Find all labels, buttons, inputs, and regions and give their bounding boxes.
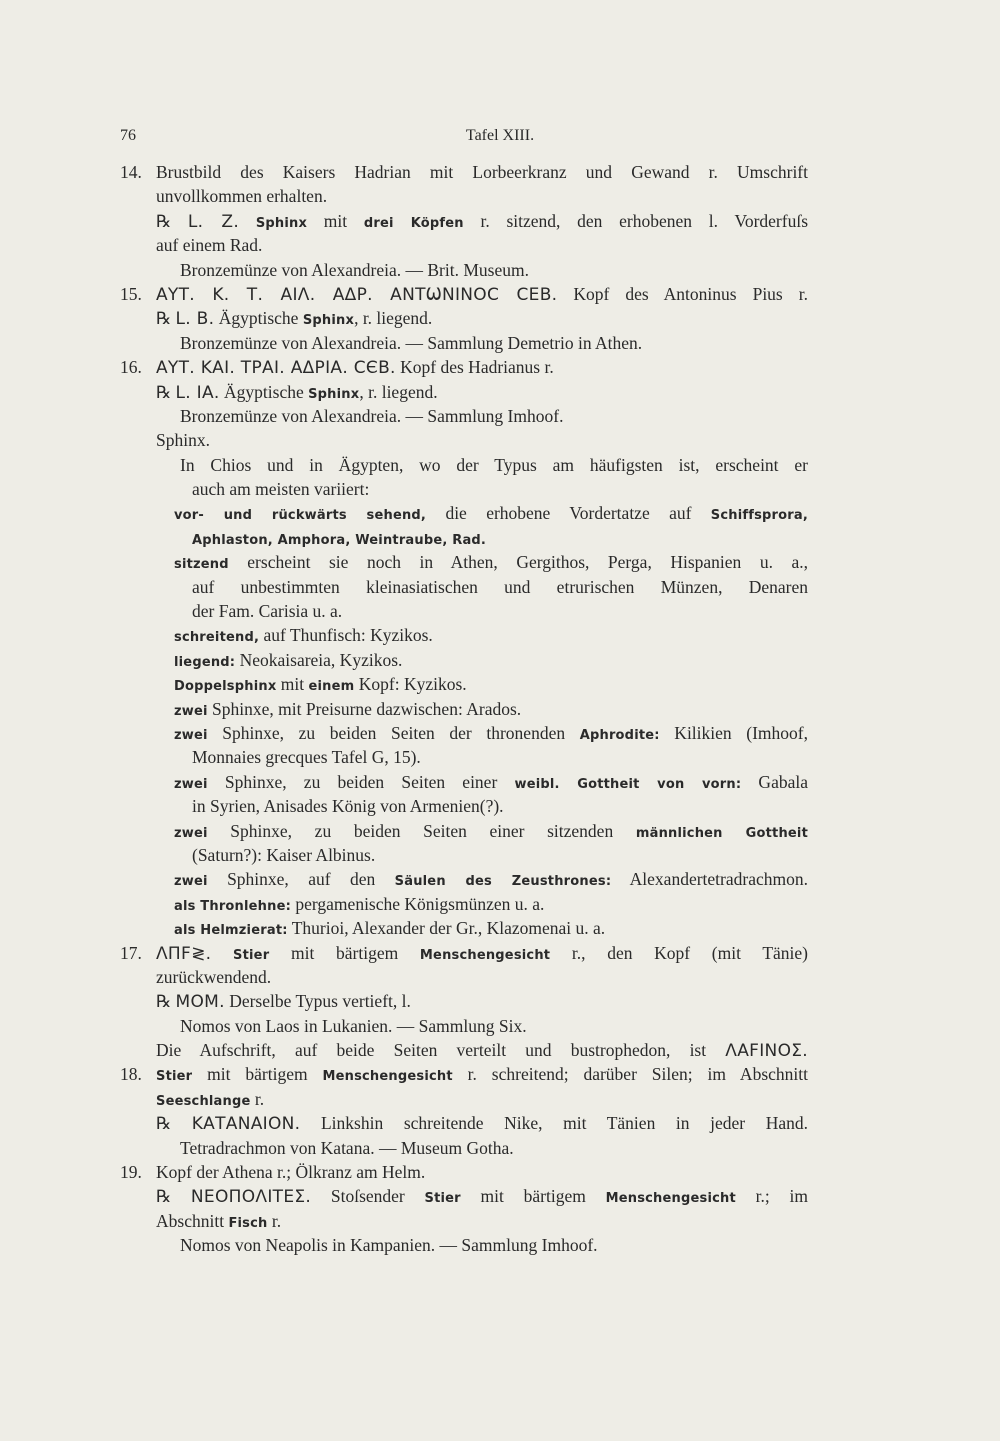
text-line [0, 721, 1000, 745]
line-text [156, 428, 210, 452]
spaced-term: Sphinx [255, 215, 308, 231]
spaced-term: einem [308, 679, 355, 695]
text-line [0, 550, 1000, 574]
spaced-term: zwei [174, 727, 208, 743]
text-run: In Chios und in Ägypten, wo der Typus am häufigsten ist, erscheint er [180, 454, 808, 475]
text-run: in Syrien, Anisades König von Armenien(?). [192, 796, 504, 817]
text-run: mit bärtigem [192, 1064, 323, 1085]
greek-inscription: ΜΟΜ. [175, 992, 225, 1013]
reverse-sign: ℞ [156, 1114, 192, 1134]
entry-number: 19. [120, 1162, 142, 1183]
greek-inscription: ΑΥΤ. Κ. Τ. ΑΙΛ. ΑΔΡ. ΑΝΤѠΝΙΝΟϹ ϹΕΒ. [156, 284, 558, 305]
line-text [156, 380, 438, 407]
text-line [0, 623, 1000, 647]
text-run: zurückwendend. [156, 966, 272, 987]
text-line [0, 1233, 1000, 1257]
text-run: pergamenische Königsmünzen u. a. [291, 893, 545, 914]
text-line [0, 672, 1000, 696]
text-line [0, 1062, 1000, 1086]
text-run: Ägyptische [219, 381, 309, 402]
text-run: Tetradrachmon von Katana. — Museum Gotha. [180, 1137, 514, 1158]
text-line [0, 184, 1000, 208]
line-text [174, 501, 808, 528]
text-run: , r. liegend. [359, 381, 438, 402]
text-line [0, 355, 1000, 379]
line-text [156, 184, 327, 208]
greek-inscription: ΚΑΤΑΝΑΙΟΝ. [191, 1114, 301, 1135]
text-run: Bronzemünze von Alexandreia. — Brit. Museum. [180, 259, 529, 280]
line-text [180, 404, 563, 428]
entry-number: 17. [120, 942, 142, 963]
line-text [192, 477, 369, 501]
line-text [174, 672, 467, 699]
line-text [180, 1136, 514, 1160]
line-text [156, 1038, 808, 1063]
text-line [0, 282, 1000, 306]
text-run: r. [267, 1210, 282, 1231]
line-text [174, 867, 808, 894]
greek-inscription: L. ΙΑ. [175, 382, 220, 403]
text-line [0, 1111, 1000, 1135]
text-run: Sphinxe, auf den [207, 869, 395, 890]
line-text [192, 599, 342, 623]
reverse-sign: ℞ [156, 211, 188, 231]
line-text [156, 282, 808, 307]
spaced-term: weibl. Gottheit von vorn: [514, 776, 742, 792]
page-number: 76 [120, 127, 136, 144]
text-run: Kopf: Kyzikos. [354, 674, 467, 695]
text-line [0, 1038, 1000, 1062]
text-line [0, 745, 1000, 769]
text-line [0, 867, 1000, 891]
text-line [0, 843, 1000, 867]
text-run: (Saturn?): Kaiser Albinus. [192, 844, 376, 865]
text-line [0, 404, 1000, 428]
text-line [0, 599, 1000, 623]
line-text [174, 892, 544, 919]
line-text [174, 697, 521, 724]
text-run: Kopf des Antoninus Pius r. [557, 283, 808, 304]
text-run: Linkshin schreitende Nike, mit Tänien in jeder Hand. [300, 1113, 808, 1134]
text-line [0, 1160, 1000, 1184]
text-line [0, 160, 1000, 184]
line-text [156, 941, 808, 968]
spaced-term: zwei [174, 874, 208, 890]
line-text [156, 965, 271, 989]
entry-number: 18. [120, 1064, 142, 1085]
line-text [180, 258, 529, 282]
line-text [156, 1062, 808, 1089]
line-text [156, 355, 554, 380]
text-run [211, 943, 233, 963]
spaced-term: Menschengesicht [419, 947, 551, 963]
text-run: erscheint sie noch in Athen, Gergithos, Perga, Hispanien u. a., [228, 552, 808, 573]
greek-inscription: ΑΥΤ. ΚΑΙ. ΤΡΑΙ. ΑΔΡΙΑ. ϹЄΒ. [156, 358, 396, 379]
line-text [192, 575, 808, 599]
text-run: Thurioi, Alexander der Gr., Klazomenai u. a. [287, 918, 606, 939]
text-line [0, 989, 1000, 1013]
spaced-term: Stier [233, 947, 270, 963]
text-line [0, 526, 1000, 550]
entry-number: 15. [120, 283, 142, 304]
text-line [0, 209, 1000, 233]
text-run: auf Thunfisch: Kyzikos. [259, 625, 433, 646]
spaced-term: zwei [174, 776, 208, 792]
text-run: Kopf des Hadrianus r. [395, 357, 554, 378]
greek-inscription: ΛΑFΙΝΟΣ. [725, 1041, 808, 1062]
line-text [156, 989, 411, 1014]
line-text [192, 794, 504, 818]
spaced-term: Menschengesicht [322, 1069, 453, 1085]
text-run: , r. liegend. [354, 308, 433, 329]
text-line [0, 770, 1000, 794]
spaced-term: zwei [174, 703, 208, 719]
text-run: Abschnitt [156, 1210, 229, 1231]
text-run: Monnaies grecques Tafel G, 15). [192, 747, 421, 768]
text-run: Bronzemünze von Alexandreia. — Sammlung Demetrio in Athen. [180, 332, 643, 353]
spaced-term: Schiffsprora, [710, 508, 808, 524]
text-run: Sphinxe, mit Preisurne dazwischen: Arados. [207, 698, 522, 719]
text-line [0, 1087, 1000, 1111]
text-run: Kilikien (Imhoof, [659, 722, 809, 743]
line-text [174, 623, 433, 650]
text-line [0, 794, 1000, 818]
line-text [156, 306, 432, 333]
line-text [174, 819, 808, 846]
spaced-term: Sphinx [308, 386, 360, 402]
line-text [180, 331, 642, 355]
text-run: Sphinxe, zu beiden Seiten einer sitzenden [207, 820, 636, 841]
text-line [0, 1209, 1000, 1233]
text-run: mit [276, 674, 309, 695]
text-line [0, 819, 1000, 843]
line-text [156, 1111, 808, 1136]
spaced-term: vor- und rückwärts sehend, [174, 508, 427, 524]
line-text [156, 160, 808, 184]
text-run: Ägyptische [214, 308, 303, 329]
line-text [174, 721, 808, 748]
spaced-term: liegend: [174, 654, 236, 670]
spaced-term: als Helmzierat: [174, 923, 288, 939]
text-run: Kopf der Athena r.; Ölkranz am Helm. [156, 1162, 426, 1183]
page-title: Tafel XIII. [465, 127, 535, 144]
reverse-sign: ℞ [156, 992, 176, 1012]
text-line [0, 428, 1000, 452]
line-text [192, 526, 486, 553]
text-run: auch am meisten variiert: [192, 479, 370, 500]
line-text [180, 453, 808, 477]
text-run: auf einem Rad. [156, 235, 263, 256]
line-text [192, 745, 421, 769]
spaced-term: zwei [174, 825, 208, 841]
text-run: r. sitzend, den erhobenen l. Vorderfuſs [463, 210, 808, 231]
text-run: r.; im [735, 1186, 808, 1207]
spaced-term: Fisch [228, 1215, 268, 1231]
line-text [174, 648, 402, 675]
text-line [0, 453, 1000, 477]
spaced-term: Stier [156, 1069, 193, 1085]
line-text [174, 550, 808, 577]
text-run: Derselbe Typus vertieft, l. [224, 991, 411, 1012]
reverse-sign: ℞ [156, 382, 176, 402]
text-run: unvollkommen erhalten. [156, 186, 328, 207]
text-run: Nomos von Neapolis in Kampanien. — Sammlung Imhoof. [180, 1235, 598, 1256]
line-text [156, 1184, 808, 1211]
text-line [0, 501, 1000, 525]
text-run: Nomos von Laos in Lukanien. — Sammlung Six. [180, 1015, 527, 1036]
text-line [0, 306, 1000, 330]
text-line [0, 648, 1000, 672]
greek-inscription: L. Z. [187, 211, 240, 232]
text-line [0, 916, 1000, 940]
entry-number: 16. [120, 357, 142, 378]
text-line [0, 575, 1000, 599]
text-run: r. [250, 1088, 265, 1109]
text-run: Sphinx. [156, 430, 210, 451]
text-run: Sphinxe, zu beiden Seiten der thronenden [207, 722, 580, 743]
text-line [0, 965, 1000, 989]
text-run: auf unbestimmten kleinasiatischen und etrurischen Münzen, Denaren [192, 576, 808, 597]
greek-inscription: ΛΠϜ≷. [156, 943, 212, 964]
text-run: mit bärtigem [460, 1186, 606, 1207]
line-text [156, 233, 262, 257]
spaced-term: Säulen des Zeusthrones: [394, 874, 612, 890]
text-line [0, 233, 1000, 257]
text-line [0, 941, 1000, 965]
line-text [156, 1209, 281, 1236]
text-run: Stoſsender [311, 1186, 425, 1207]
spaced-term: Doppelsphinx [174, 679, 277, 695]
text-run: Gabala [741, 771, 808, 792]
spaced-term: drei Köpfen [363, 215, 464, 231]
text-run: r., den Kopf (mit Tänie) [550, 942, 809, 963]
text-line [0, 477, 1000, 501]
reverse-sign: ℞ [156, 1187, 191, 1207]
page-body [0, 160, 1000, 1258]
spaced-term: Seeschlange [156, 1093, 251, 1109]
line-text [174, 770, 808, 797]
text-run: mit [307, 210, 364, 231]
spaced-term: als Thronlehne: [174, 898, 292, 914]
text-run: Neokaisareia, Kyzikos. [235, 649, 403, 670]
line-text [156, 1087, 264, 1114]
line-text [192, 843, 375, 867]
text-line [0, 1136, 1000, 1160]
text-line [0, 1184, 1000, 1208]
spaced-term: Menschengesicht [605, 1191, 736, 1207]
line-text [156, 1160, 425, 1184]
greek-inscription: ΝΕΟΠΟΛΙΤΕΣ. [190, 1187, 312, 1208]
text-run: Die Aufschrift, auf beide Seiten verteilt und bustrophedon, ist [156, 1040, 726, 1061]
reverse-sign: ℞ [156, 309, 176, 329]
text-run: Bronzemünze von Alexandreia. — Sammlung Imhoof. [180, 405, 564, 426]
spaced-term: Aphlaston, Amphora, Weintraube, Rad. [192, 532, 487, 548]
spaced-term: Sphinx [302, 313, 355, 329]
greek-inscription: L. Β. [175, 309, 215, 330]
spaced-term: sitzend [174, 557, 229, 573]
text-run: Brustbild des Kaisers Hadrian mit Lorbeerkranz und Gewand r. Umschrift [156, 162, 808, 182]
entry-number: 14. [120, 162, 142, 182]
text-line [0, 1014, 1000, 1038]
text-run [239, 211, 256, 231]
spaced-term: männlichen Gottheit [635, 825, 808, 841]
spaced-term: Aphrodite: [579, 727, 660, 743]
text-run: Alexandertetradrachmon. [611, 869, 808, 890]
text-run: der Fam. Carisia u. a. [192, 601, 343, 622]
text-run: r. schreitend; darüber Silen; im Abschnitt [452, 1064, 808, 1085]
line-text [174, 916, 605, 943]
text-run: die erhobene Vordertatze auf [426, 503, 711, 524]
spaced-term: schreitend, [174, 630, 260, 646]
line-text [180, 1233, 598, 1257]
text-line [0, 258, 1000, 282]
text-run: Sphinxe, zu beiden Seiten einer [207, 771, 515, 792]
text-line [0, 697, 1000, 721]
text-run: mit bärtigem [269, 942, 420, 963]
spaced-term: Stier [424, 1191, 461, 1207]
text-line [0, 380, 1000, 404]
text-line [0, 331, 1000, 355]
line-text [156, 209, 808, 236]
line-text [180, 1014, 527, 1038]
text-line [0, 892, 1000, 916]
